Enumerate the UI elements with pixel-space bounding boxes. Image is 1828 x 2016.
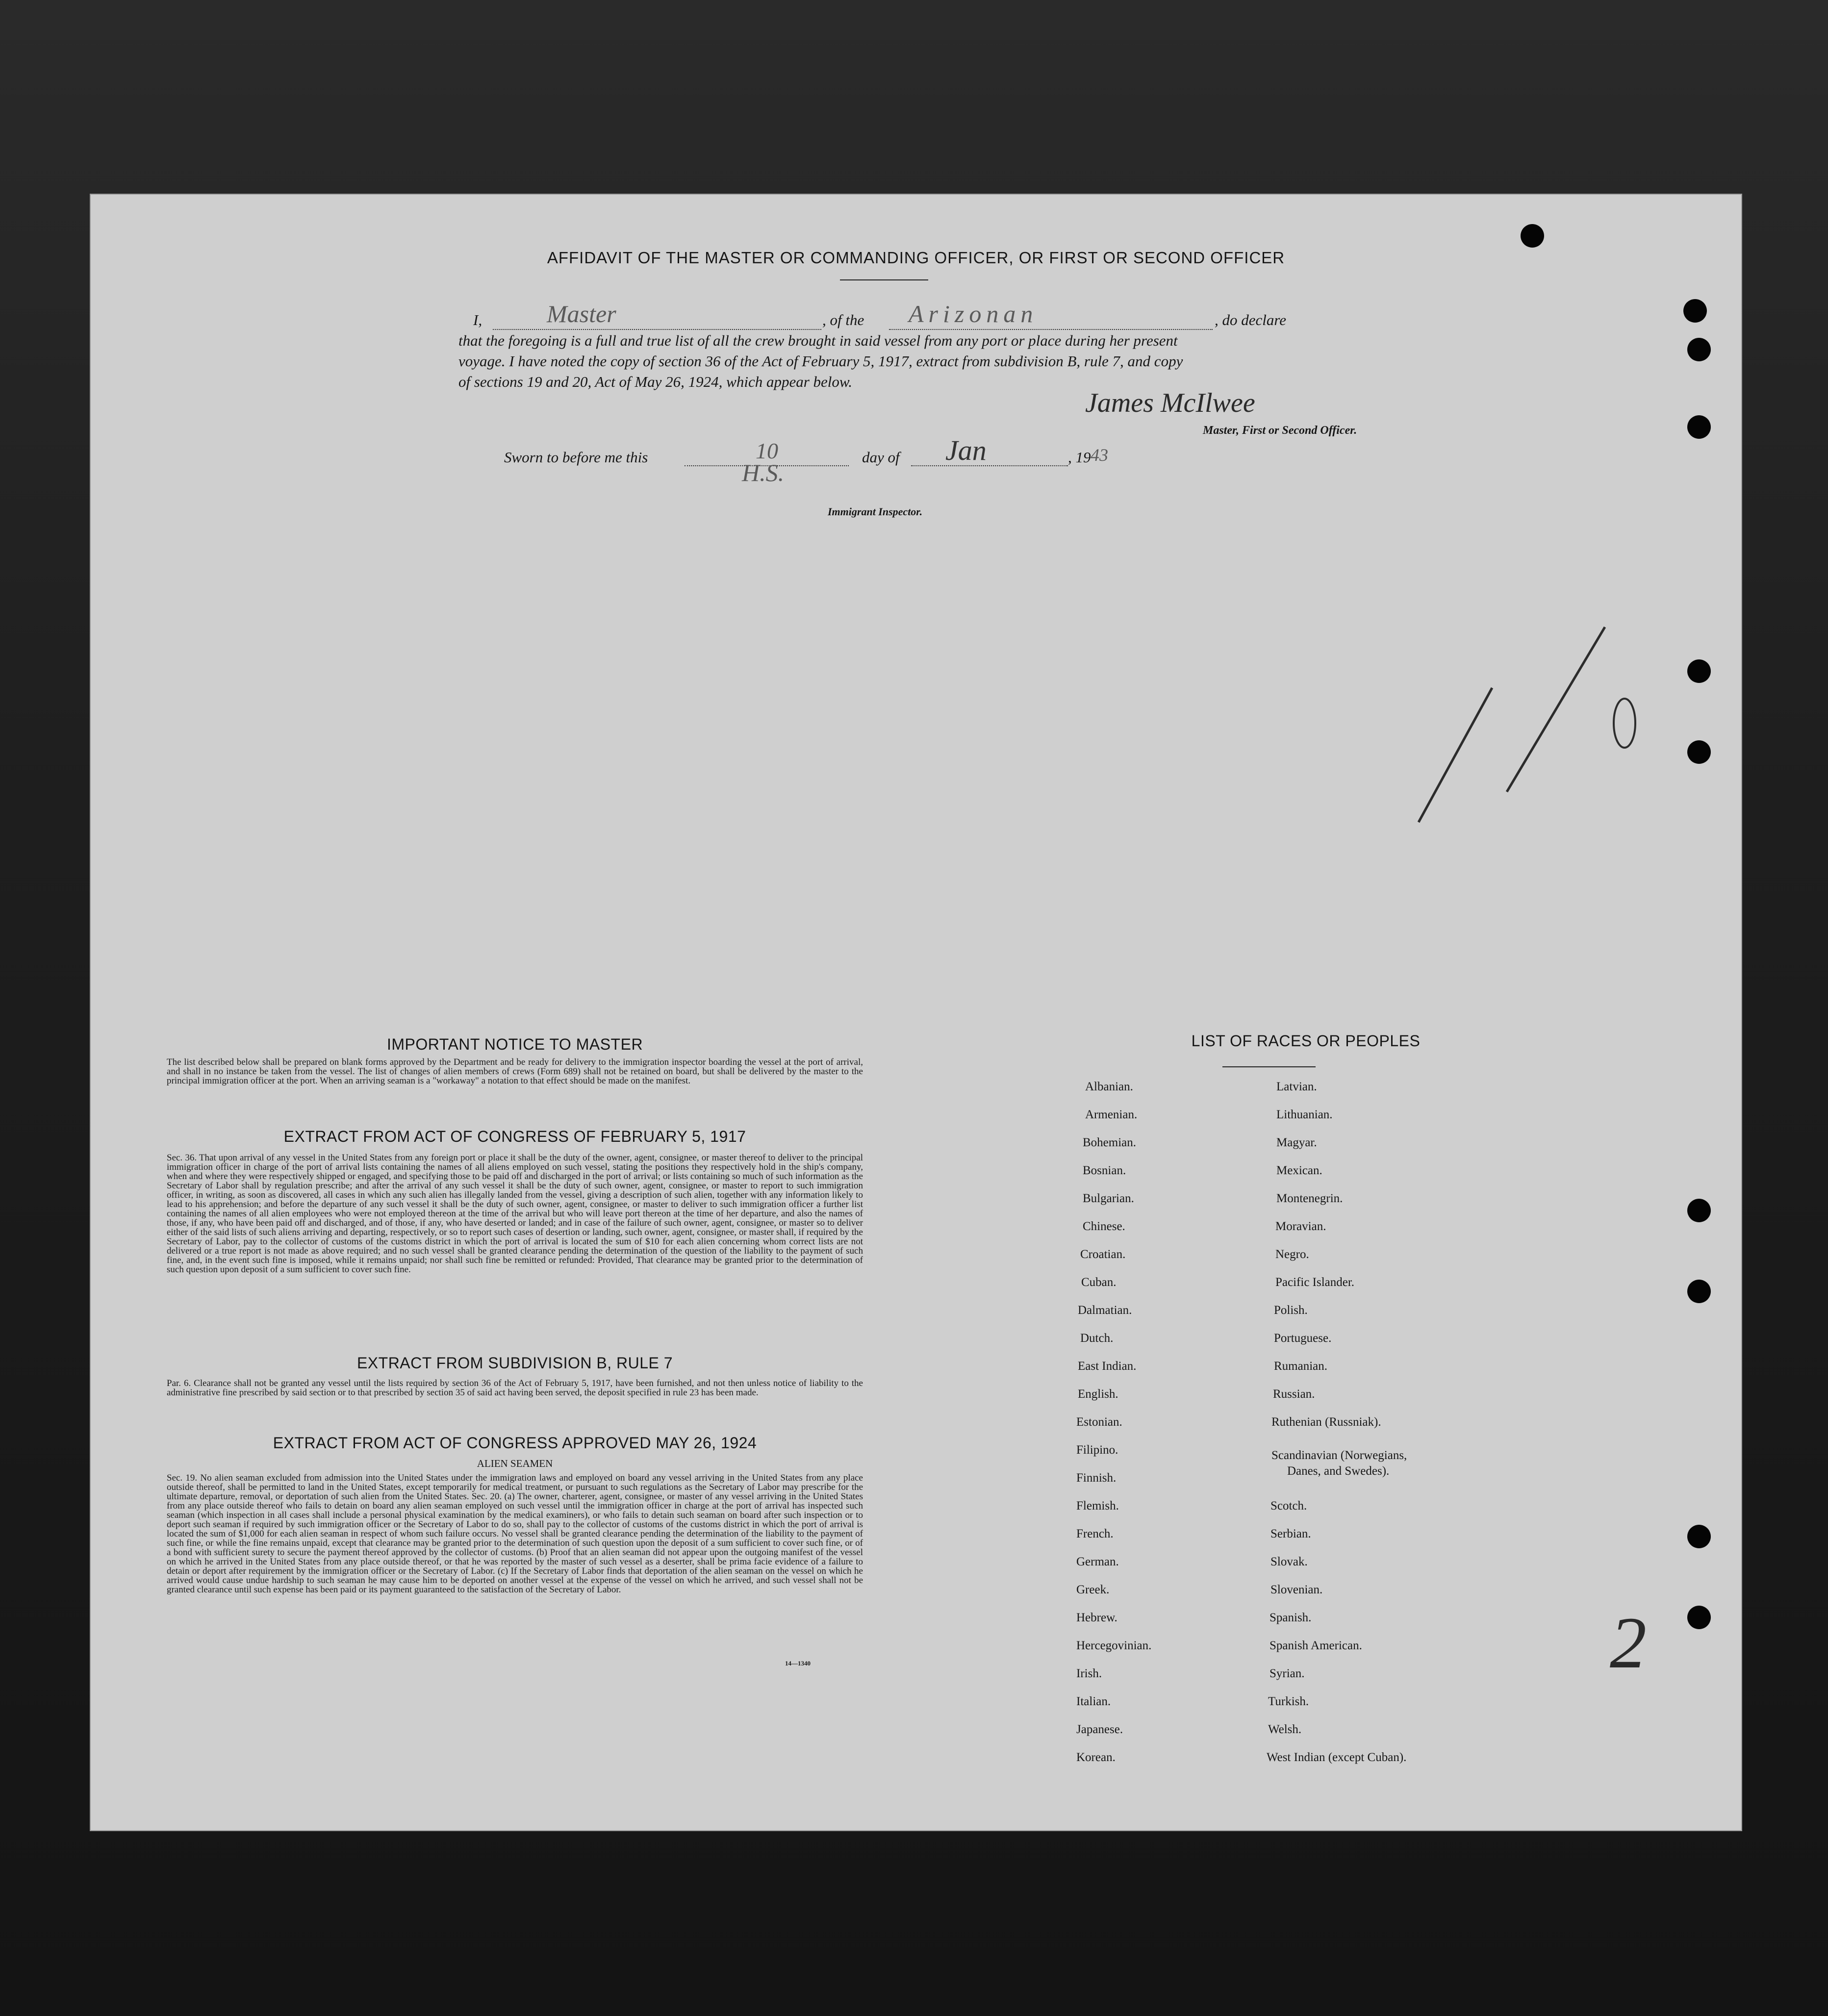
race-item: Syrian. [1269, 1667, 1305, 1680]
race-item: Flemish. [1076, 1499, 1119, 1512]
race-item: Lithuanian. [1276, 1108, 1333, 1121]
vessel-name-field [889, 300, 1213, 330]
race-item: Slovak. [1270, 1555, 1308, 1568]
race-item: Mexican. [1276, 1164, 1322, 1177]
race-item: English. [1078, 1387, 1118, 1401]
punch-hole-icon [1687, 415, 1711, 439]
form-sheet [90, 194, 1742, 1831]
race-item: Dutch. [1080, 1332, 1114, 1345]
race-item: Chinese. [1083, 1220, 1125, 1233]
race-item: Bohemian. [1083, 1136, 1137, 1149]
race-item: Polish. [1274, 1304, 1308, 1317]
race-item: Montenegrin. [1276, 1192, 1343, 1205]
affidavit-title: AFFIDAVIT OF THE MASTER OR COMMANDING OFFICER, OR FIRST OR SECOND OFFICER [547, 249, 1285, 267]
master-name-field [493, 300, 821, 330]
race-item: German. [1076, 1555, 1119, 1568]
race-item: Serbian. [1270, 1527, 1311, 1540]
do-declare-label: , do declare [1215, 311, 1287, 328]
race-item: Danes, and Swedes). [1287, 1464, 1390, 1478]
race-item: Scotch. [1270, 1499, 1307, 1512]
act1924-subtitle: ALIEN SEAMEN [477, 1458, 553, 1469]
race-item: East Indian. [1078, 1360, 1137, 1373]
year-value: 43 [1091, 445, 1108, 465]
race-item: Armenian. [1085, 1108, 1138, 1121]
inspector-caption: Immigrant Inspector. [828, 505, 923, 518]
vessel-name-value: Arizonan [909, 300, 1038, 328]
rule7-title: EXTRACT FROM SUBDIVISION B, RULE 7 [356, 1354, 673, 1372]
race-item: Hercegovinian. [1076, 1639, 1152, 1652]
signature-caption: Master, First or Second Officer. [1203, 424, 1357, 437]
race-item: Bulgarian. [1083, 1192, 1134, 1205]
race-item: Korean. [1076, 1751, 1116, 1764]
race-item: Spanish American. [1269, 1639, 1362, 1652]
race-item: Pacific Islander. [1275, 1276, 1355, 1289]
race-item: Rumanian. [1274, 1360, 1328, 1373]
punch-hole-icon [1687, 338, 1711, 361]
of-the-label: , of the [822, 311, 864, 328]
race-item: Croatian. [1080, 1248, 1126, 1261]
race-item: French. [1076, 1527, 1114, 1540]
pencil-strokes-icon [1409, 625, 1752, 851]
declaration-body-2: voyage. I have noted the copy of section 36 of the Act of February 5, 1917, extract from subdivision B, rule 7, and copy [458, 353, 1183, 370]
punch-hole-icon [1687, 1606, 1711, 1629]
sworn-label: Sworn to before me this [504, 449, 648, 466]
race-item: Moravian. [1275, 1220, 1326, 1233]
sworn-month-value: Jan [945, 434, 987, 466]
race-item: Slovenian. [1270, 1583, 1323, 1596]
races-divider [1222, 1066, 1316, 1067]
race-item: Russian. [1273, 1387, 1315, 1401]
race-item: Spanish. [1269, 1611, 1312, 1624]
rule7-text: Par. 6. Clearance shall not be granted any vessel until the lists required by section 36 of the Act of February 5, 1917, have been furnished, and not then unless notice of liability to the administrative fine prescribed by said section or to that prescribed by section 35 of said act having been served, the deposit specified in rule 23 has been made. [167, 1378, 863, 1398]
punch-hole-icon [1683, 299, 1707, 323]
race-item: Scandinavian (Norwegians, [1271, 1449, 1407, 1462]
punch-hole-icon [1521, 224, 1544, 248]
race-item: Turkish. [1268, 1695, 1309, 1708]
notice-text: The list described below shall be prepared on blank forms approved by the Department and be ready for delivery to the immigration inspector boarding the vessel at the port of arrival, and shall in no instance be taken from the vessel. The list of changes of alien members of crews (Form 689) shall not be retained on board, but shall be delivered by the master to the principal immigration officer at the port. When an arriving seaman is a "workaway" a notation to that effect should be made on the manifest. [167, 1057, 863, 1086]
declaration-body-3: of sections 19 and 20, Act of May 26, 1924, which appear below. [458, 373, 853, 390]
race-item: Italian. [1076, 1695, 1111, 1708]
declaration-body-1: that the foregoing is a full and true list of all the crew brought in said vessel from any port or place during her present [458, 332, 1178, 349]
race-item: Filipino. [1076, 1443, 1118, 1457]
race-item: Portuguese. [1274, 1332, 1332, 1345]
punch-hole-icon [1687, 1525, 1711, 1548]
sworn-line [504, 434, 1240, 468]
race-item: Ruthenian (Russniak). [1271, 1415, 1381, 1429]
race-item: Negro. [1275, 1248, 1309, 1261]
race-item: Dalmatian. [1078, 1304, 1132, 1317]
i-label: I, [473, 311, 482, 328]
sworn-day-value: 10 [756, 438, 778, 463]
race-item: Welsh. [1268, 1723, 1302, 1736]
race-item: Magyar. [1276, 1136, 1317, 1149]
act1917-text: Sec. 36. That upon arrival of any vessel in the United States from any foreign port or place it shall be the duty of the owner, agent, consignee, or master thereof to deliver to the principal immigration officer in charge of the port of arrival lists containing the names of all aliens employed on such vessel, stating the positions they respectively hold in the ship's company, when and where they were respectively shipped or engaged, and specifying those to be paid off and discharged in the port of arrival; or lists containing so much of such information as the Secretary of Labor shall by regulation prescribe; and after the arrival of any such vessel it shall be the duty of such owner, agent, consignee, or master to report to such immigration officer, in writing, as soon as discovered, all cases in which any such alien has illegally landed from the vessel, giving a description of such alien, together with any information likely to lead to his apprehension; and before the departure of any such vessel it shall be the duty of such owner, agent, consignee, or master to deliver to such immigration officer a further list containing the names of all alien employees who were not employed thereon at the time of the arrival but who will leave port thereon at the time of her departure, and also the names of those, if any, who have been paid off and discharged, and of those, if any, who have deserted or landed; and in case of the failure of such owner, agent, consignee, or master so to deliver either of the said lists of such aliens arriving and departing, respectively, or so to report such cases of desertion or landing, such owner, agent, consignee, or master shall, if required by the Secretary of Labor, pay to the collector of customs of the customs district in which the port of arrival is located the sum of $10 for each alien concerning whom correct lists are not delivered or a true report is not made as above required; and no such vessel shall be granted clearance pending the determination of the question of the liability to the payment of such fine, and, in the event such fine is imposed, while it remains unpaid; nor shall such fine be remitted or refunded: Provided, That clearance may be granted prior to the determination of such question upon deposit of a sum sufficient to cover such fine. [167, 1153, 863, 1275]
race-item: Finnish. [1076, 1471, 1117, 1485]
punch-hole-icon [1687, 1280, 1711, 1303]
race-item: Bosnian. [1083, 1164, 1126, 1177]
race-item: Cuban. [1081, 1276, 1117, 1289]
form-number: 14—1340 [785, 1660, 811, 1667]
race-item: Latvian. [1276, 1080, 1317, 1093]
year-prefix: , 19 [1068, 449, 1091, 466]
act1917-title: EXTRACT FROM ACT OF CONGRESS OF FEBRUARY 5, 1917 [283, 1128, 746, 1145]
race-item: Albanian. [1085, 1080, 1133, 1093]
master-name-value: Master [547, 300, 616, 328]
declaration-line [473, 300, 1478, 331]
master-signature: James McIlwee [1085, 388, 1255, 418]
title-divider [840, 279, 928, 280]
race-item: Estonian. [1076, 1415, 1122, 1429]
notice-title: IMPORTANT NOTICE TO MASTER [386, 1035, 643, 1053]
race-item: Hebrew. [1076, 1611, 1117, 1624]
races-title: LIST OF RACES OR PEOPLES [1191, 1032, 1421, 1050]
act1924-text: Sec. 19. No alien seaman excluded from admission into the United States under the immigration laws and employed on board any vessel arriving in the United States from any place outside thereof, shall be permitted to land in the United States, except temporarily for medical treatment, or pursuant to such regulations as the Secretary of Labor may prescribe for the ultimate departure, removal, or deportation of such alien from the United States. Sec. 20. (a) The owner, charterer, agent, consignee, or master of any vessel arriving in the United States from any place outside thereof who fails to detain on board any alien seaman employed on such vessel until the immigration officer in charge at the port of arrival has inspected such seaman (which inspection in all cases shall include a personal physical examination by the medical examiners), or who fails to detain such seaman on board after such inspection or to deport such seaman if required by such immigration officer or the Secretary of Labor to do so, shall pay to the collector of customs of the customs district in which the port of arrival is located the sum of $1,000 for each alien seaman in respect of whom such failure occurs. No vessel shall be granted clearance pending the determination of the liability to the payment of such fine, or while the fine remains unpaid, except that clearance may be granted prior to the determination of such question upon the deposit of a sum sufficient to cover such fine, or of a bond with sufficient surety to secure the payment thereof approved by the collector of customs. (b) Proof that an alien seaman did not appear upon the outgoing manifest of the vessel on which he arrived in the United States from any place outside thereof, or that he was reported by the master of such vessel as a deserter, shall be prima facie evidence of a failure to detain or deport after requirement by the immigration officer or the Secretary of Labor. (c) If the Secretary of Labor finds that deportation of the alien seaman on the vessel on which he arrived would cause undue hardship to such seaman he may cause him to be deported on another vessel at the expense of the vessel on which he arrived, and such vessel shall not be granted clearance until such expense has been paid or its payment guaranteed to the satisfaction of the Secretary of Labor. [167, 1473, 863, 1595]
act1924-title: EXTRACT FROM ACT OF CONGRESS APPROVED MAY 26, 1924 [273, 1434, 757, 1452]
race-item: Irish. [1076, 1667, 1102, 1680]
day-of-label: day of [862, 449, 900, 466]
inspector-signature: H.S. [742, 459, 785, 486]
punch-hole-icon [1687, 1199, 1711, 1222]
race-item: Japanese. [1076, 1723, 1123, 1736]
handwritten-page-number: 2 [1610, 1602, 1647, 1684]
race-item: Greek. [1076, 1583, 1110, 1596]
sworn-month-field [911, 434, 1068, 466]
race-item: West Indian (except Cuban). [1267, 1751, 1407, 1764]
